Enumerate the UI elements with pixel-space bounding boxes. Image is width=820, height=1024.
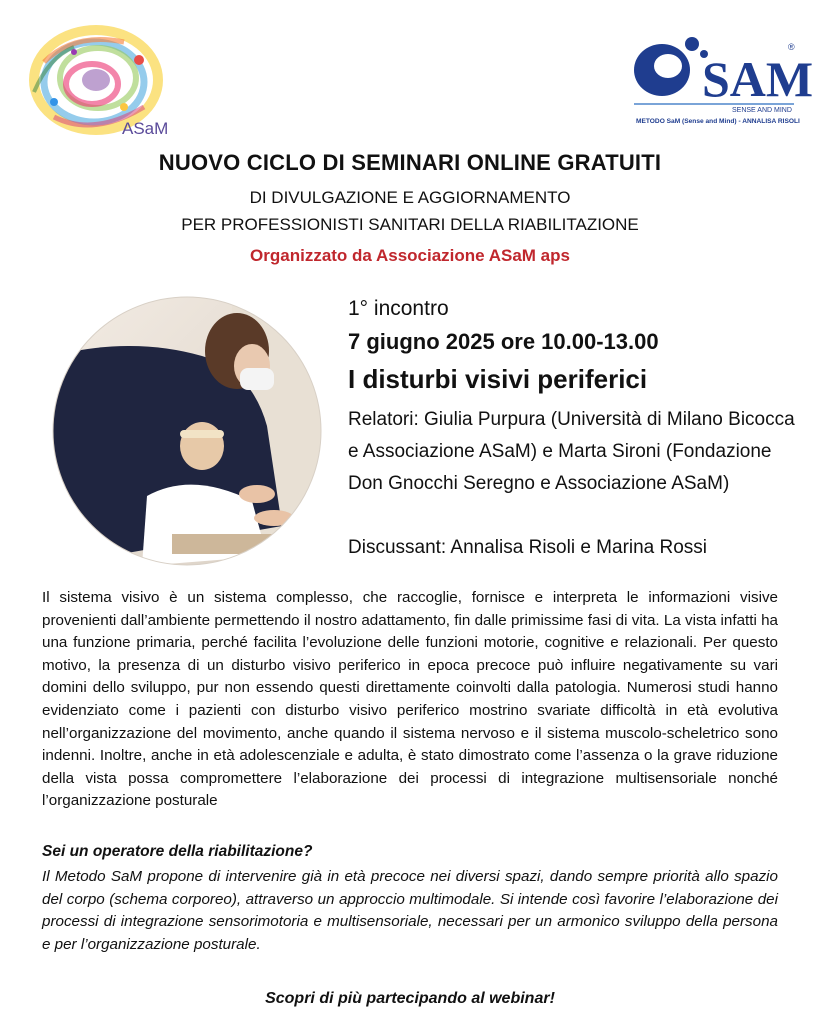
page-title: NUOVO CICLO DI SEMINARI ONLINE GRATUITI [158, 150, 662, 175]
subtitle-2: PER PROFESSIONISTI SANITARI DELLA RIABILITAZIONE [181, 215, 639, 234]
asam-logo-text: ASaM [122, 119, 169, 138]
event-speakers: Relatori: Giulia Purpura (Università di Milano Bicocca e Associazione ASaM) e Marta Sironi (Fondazione Don Gnocchi Seregno e Associazione ASaM) [348, 409, 795, 494]
description-paragraph: Il sistema visivo è un sistema complesso, che raccoglie, fornisce e interpreta le informazioni visive provenienti dall’ambiente permettendo il nostro adattamento, fin dalle primissime fasi di vita. La vista infatti ha una funzione primaria, perché facilita l’evoluzione delle funzioni motorie, cognitive e relazionali. Per questo motivo, la presenza di un disturbo visivo periferico in epoca precoce può influire negativamente su vari domini dello sviluppo, pur non essendo questi direttamente coinvolti dalla patologia. Numerosi studi hanno evidenziato come i pazienti con disturbo visivo periferico mostrino svariate difficoltà in età evolutiva nell’organizzazione del movimento, anche quando il sistema nervoso e il sistema muscolo-scheletrico sono indenni. Inoltre, anche in età adolescenziale e adulta, è stato dimostrato come l’assenza o la grave riduzione della vista possa compromettere l’elaborazione dei processi di integrazione multisensoriale nonché l’organizzazione posturale [42, 589, 778, 810]
event-discussant: Discussant: Annalisa Risoli e Marina Rossi [348, 537, 708, 558]
event-number: 1° incontro [348, 297, 449, 320]
sam-logo [628, 24, 814, 126]
call-to-action: Scopri di più partecipando al webinar! [265, 990, 555, 1007]
sam-logo-tagline: SENSE AND MIND [732, 107, 792, 114]
seminar-photo [52, 296, 322, 566]
event-date: 7 giugno 2025 ore 10.00-13.00 [348, 329, 659, 354]
sam-logo-name: SAM [702, 51, 814, 107]
question-paragraph: Il Metodo SaM propone di intervenire già in età precoce nei diversi spazi, dando sempre priorità allo spazio del corpo (schema corporeo), attraverso un approccio multimodale. Si intende così favorire l’elaborazione dei processi di integrazione sensorimotoria e multisensoriale, necessari per un armonico sviluppo della persona e per l’organizzazione posturale. [42, 868, 778, 953]
svg-text:®: ® [788, 42, 795, 52]
event-title: I disturbi visivi periferici [348, 364, 648, 394]
asam-logo [14, 22, 174, 147]
question-heading: Sei un operatore della riabilitazione? [42, 843, 313, 860]
sam-logo-caption: METODO SaM (Sense and Mind) - ANNALISA RISOLI [636, 118, 800, 125]
organizer-line: Organizzato da Associazione ASaM aps [250, 246, 570, 265]
subtitle-1: DI DIVULGAZIONE E AGGIORNAMENTO [249, 188, 571, 207]
